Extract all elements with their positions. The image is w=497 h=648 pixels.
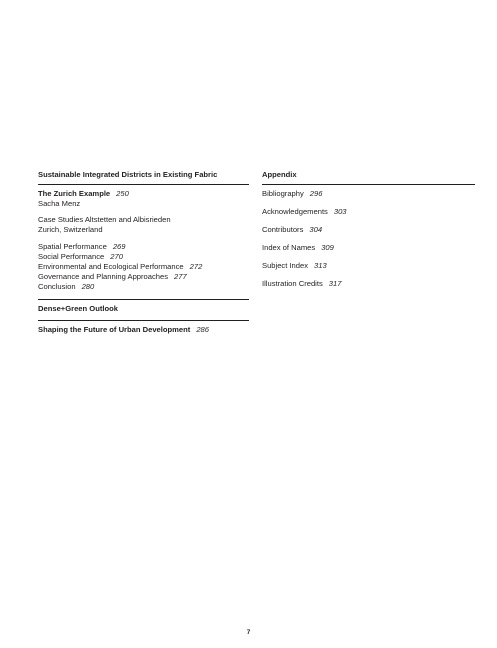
case-study-line: Zurich, Switzerland [38, 225, 103, 234]
page-ref: 280 [81, 282, 95, 291]
page-number: 7 [246, 629, 251, 636]
divider [38, 299, 249, 300]
entry-label: Environmental and Ecological Performance [38, 262, 184, 271]
toc-entry[interactable] [38, 252, 249, 262]
entry-label: Spatial Performance [38, 242, 107, 251]
page-ref: 304 [309, 225, 323, 234]
page-ref: 309 [321, 243, 334, 252]
page-ref: 270 [110, 252, 123, 261]
page-ref: 250 [116, 189, 129, 198]
toc-entry[interactable] [262, 189, 475, 199]
entry-label: Governance and Planning Approaches [38, 272, 169, 281]
entry-label: Contributors [262, 225, 304, 234]
toc-entry[interactable] [38, 282, 249, 292]
page-ref: 272 [189, 262, 203, 271]
divider [38, 184, 249, 185]
page-ref: 296 [309, 189, 323, 198]
section-title: Sustainable Integrated Districts in Existing Fabric [38, 170, 218, 179]
toc-entry[interactable] [38, 272, 249, 282]
appendix-title: Appendix [262, 170, 297, 179]
case-study-line: Case Studies Altstetten and Albisrieden [38, 215, 171, 224]
entry-title: Shaping the Future of Urban Development [38, 325, 191, 334]
entry-label: Social Performance [38, 252, 105, 261]
outlook-title: Dense+Green Outlook [38, 304, 118, 313]
toc-entry[interactable] [262, 279, 475, 289]
divider [262, 184, 475, 185]
page-ref: 317 [328, 279, 342, 288]
page-ref: 277 [174, 272, 187, 281]
entry-author: Sacha Menz [38, 199, 81, 208]
toc-entry[interactable] [262, 207, 475, 217]
page-ref: 303 [333, 207, 347, 216]
entry-label: Bibliography [262, 189, 304, 198]
entry-label: Subject Index [262, 261, 309, 270]
toc-right-column [262, 170, 475, 289]
entry-title: The Zurich Example [38, 189, 111, 198]
entry-label: Conclusion [38, 282, 76, 291]
toc-entry[interactable] [38, 262, 249, 272]
divider [38, 320, 249, 321]
page-ref: 313 [314, 261, 327, 270]
entry-label: Illustration Credits [262, 279, 323, 288]
toc-entry[interactable] [262, 261, 475, 271]
page-ref: 286 [196, 325, 209, 334]
toc-entry-zurich-example[interactable] [38, 189, 249, 199]
page-ref: 269 [112, 242, 126, 251]
entry-label: Index of Names [262, 243, 316, 252]
toc-entry[interactable] [262, 243, 475, 253]
performance-list [38, 242, 249, 292]
toc-entry-future[interactable] [38, 325, 249, 335]
toc-left-column [38, 170, 249, 335]
toc-entry[interactable] [262, 225, 475, 235]
entry-label: Acknowledgements [262, 207, 328, 216]
toc-entry[interactable] [38, 242, 249, 252]
